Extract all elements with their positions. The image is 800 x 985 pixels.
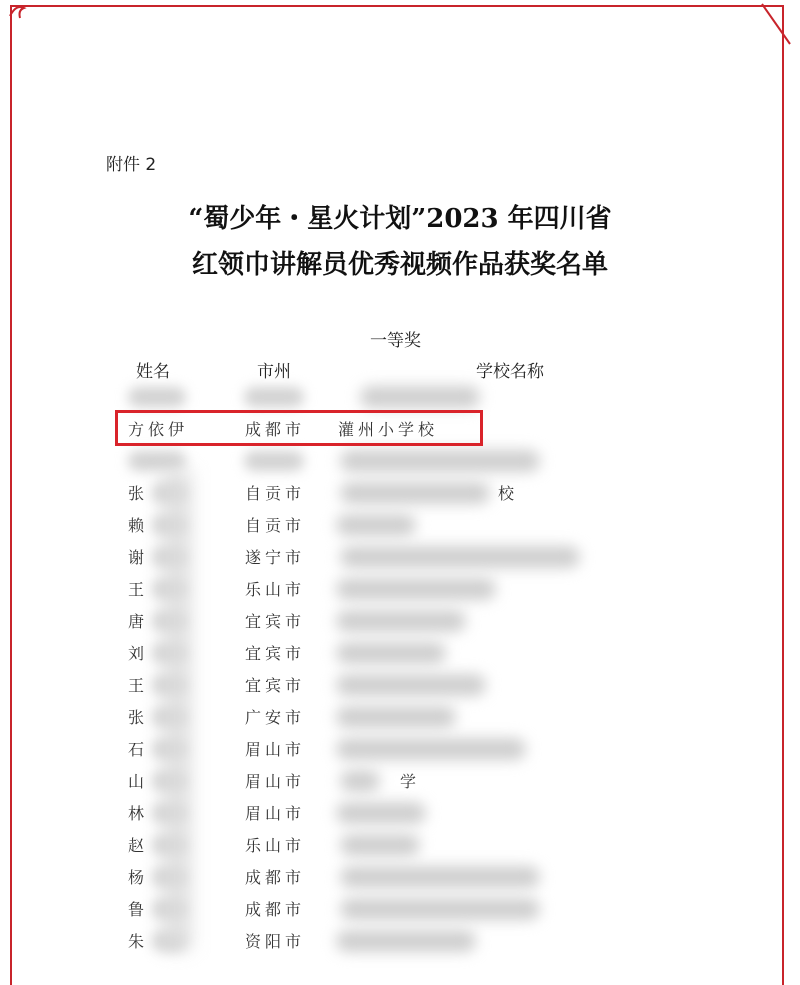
row-city: 自贡市 bbox=[245, 484, 306, 503]
table-row bbox=[0, 765, 800, 797]
row-city: 乐山市 bbox=[245, 836, 306, 855]
school-blur bbox=[336, 610, 466, 632]
row-city: 遂宁市 bbox=[245, 548, 306, 567]
row-city: 成都市 bbox=[245, 900, 306, 919]
table-row bbox=[0, 861, 800, 893]
school-blur bbox=[336, 642, 446, 664]
row-name: 王 bbox=[128, 580, 149, 599]
table-row bbox=[0, 445, 800, 477]
table-row bbox=[0, 573, 800, 605]
table-row bbox=[0, 797, 800, 829]
row-city: 广安市 bbox=[245, 708, 306, 727]
corner-fold-left-icon bbox=[6, 2, 36, 24]
school-blur bbox=[336, 706, 456, 728]
row-city: 成都市 bbox=[245, 420, 306, 439]
school-blur bbox=[336, 930, 476, 952]
row-name: 赵 bbox=[128, 836, 149, 855]
row-school: 学 bbox=[400, 772, 421, 791]
row-city: 眉山市 bbox=[245, 772, 306, 791]
header-name: 姓名 bbox=[136, 362, 170, 382]
table-row bbox=[0, 381, 800, 413]
document-title-line1: “蜀少年・星火计划”2023 年四川省 bbox=[188, 204, 612, 234]
row-name: 方依伊 bbox=[128, 420, 189, 439]
row-city: 眉山市 bbox=[245, 740, 306, 759]
row-school: 灌州小学校 bbox=[338, 420, 439, 439]
school-blur bbox=[340, 482, 490, 504]
table-row bbox=[0, 637, 800, 669]
row-name: 石 bbox=[128, 740, 149, 759]
table-row bbox=[0, 925, 800, 957]
name-blur bbox=[128, 387, 186, 407]
attachment-label: 附件 2 bbox=[106, 155, 157, 175]
row-city: 宜宾市 bbox=[245, 676, 306, 695]
school-blur bbox=[340, 834, 420, 856]
table-row bbox=[0, 701, 800, 733]
row-city: 宜宾市 bbox=[245, 644, 306, 663]
name-redaction-blur bbox=[162, 470, 192, 950]
row-name: 王 bbox=[128, 676, 149, 695]
row-city: 自贡市 bbox=[245, 516, 306, 535]
row-name: 林 bbox=[128, 804, 149, 823]
table-row bbox=[0, 605, 800, 637]
row-city: 乐山市 bbox=[245, 580, 306, 599]
city-blur bbox=[244, 451, 304, 471]
row-name: 张 bbox=[128, 708, 149, 727]
row-name: 鲁 bbox=[128, 900, 149, 919]
school-blur bbox=[340, 866, 540, 888]
table-row bbox=[0, 509, 800, 541]
header-city: 市州 bbox=[257, 362, 291, 382]
school-blur bbox=[336, 514, 416, 536]
row-name: 唐 bbox=[128, 612, 149, 631]
school-blur bbox=[340, 770, 380, 792]
table-row bbox=[0, 733, 800, 765]
row-school: 校 bbox=[498, 484, 519, 503]
highlight-box bbox=[115, 410, 483, 446]
header-school: 学校名称 bbox=[476, 362, 544, 382]
row-name: 杨 bbox=[128, 868, 149, 887]
school-blur bbox=[340, 450, 540, 472]
row-name: 山 bbox=[128, 772, 149, 791]
table-row bbox=[0, 829, 800, 861]
city-blur bbox=[244, 387, 304, 407]
prize-level-heading: 一等奖 bbox=[370, 331, 421, 351]
row-name: 朱 bbox=[128, 932, 149, 951]
row-name: 张 bbox=[128, 484, 149, 503]
school-blur bbox=[340, 546, 580, 568]
document-title-line2: 红领巾讲解员优秀视频作品获奖名单 bbox=[191, 250, 608, 280]
school-blur bbox=[336, 738, 526, 760]
school-blur bbox=[340, 898, 540, 920]
row-city: 宜宾市 bbox=[245, 612, 306, 631]
row-name: 赖 bbox=[128, 516, 149, 535]
row-name: 刘 bbox=[128, 644, 149, 663]
row-name: 谢 bbox=[128, 548, 149, 567]
school-blur bbox=[336, 674, 486, 696]
table-row bbox=[0, 541, 800, 573]
school-blur bbox=[336, 578, 496, 600]
table-row bbox=[0, 669, 800, 701]
row-city: 资阳市 bbox=[245, 932, 306, 951]
name-blur bbox=[128, 451, 186, 471]
school-blur bbox=[336, 802, 426, 824]
school-blur bbox=[360, 386, 480, 408]
table-row bbox=[0, 893, 800, 925]
row-city: 眉山市 bbox=[245, 804, 306, 823]
corner-fold-right-icon bbox=[756, 0, 796, 50]
table-row bbox=[0, 477, 800, 509]
row-city: 成都市 bbox=[245, 868, 306, 887]
